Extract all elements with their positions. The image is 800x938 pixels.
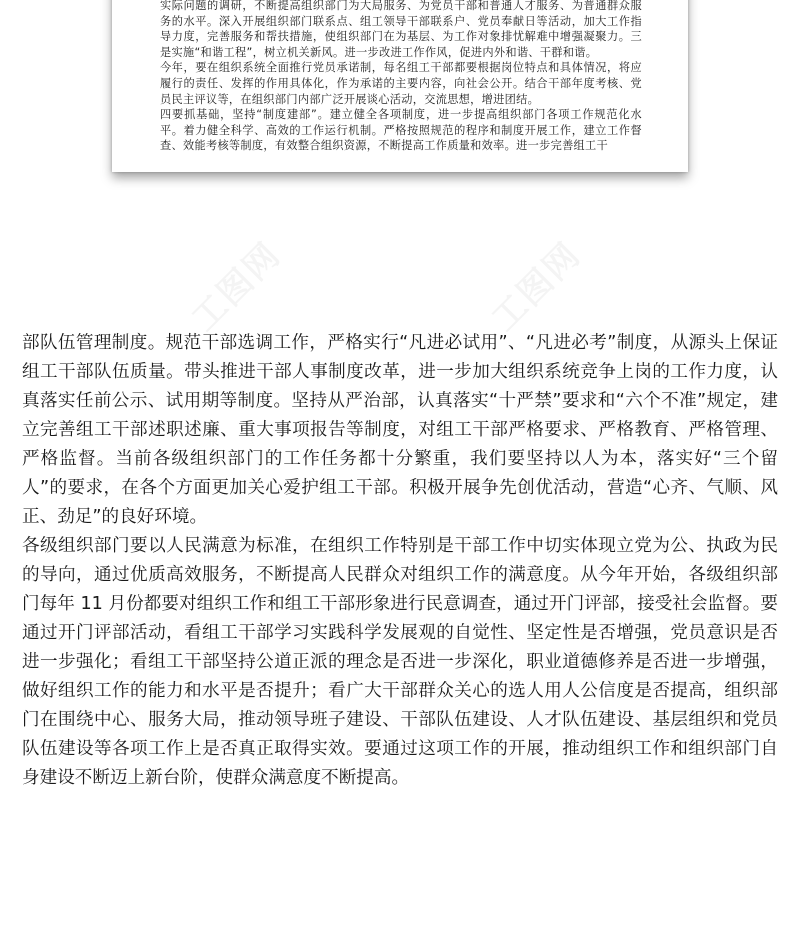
watermark-logo: [178, 229, 289, 340]
preview-paragraph: 实际问题的调研，不断提高组织部门为大局服务、为党员干部和普通人才服务、为普通群众服务的水平。深入开展组织部门联系点、组工领导干部联系户、党员奉献日等活动，加大工作指导力度，完善服务和帮扶措施，使组织部门在为基层、为工作对象排忧解难中增强凝聚力。三是实施“和谐工程”，树立机关新风。进一步改进工作作风，促进内外和谐、干群和谐。: [160, 0, 642, 59]
document-preview-text: [160, 0, 642, 154]
body-paragraph: 各级组织部门要以人民满意为标准，在组织工作特别是干部工作中切实体现立党为公、执政为民的导向，通过优质高效服务，不断提高人民群众对组织工作的满意度。从今年开始，各级组织部门每年 11 月份都要对组织工作和组工干部形象进行民意调查，通过开门评部，接受社会监督。要通过开门评部活动，看组工干部学习实践科学发展观的自觉性、坚定性是否增强，党员意识是否进一步强化；看组工干部坚持公道正派的理念是否进一步深化，职业道德修养是否进一步增强，做好组织工作的能力和水平是否提升；看广大干部群众关心的选人用人公信度是否提高，组织部门在围绕中心、服务大局，推动领导班子建设、干部队伍建设、人才队伍建设、基层组织和党员队伍建设等各项工作上是否真正取得实效。要通过这项工作的开展，推动组织工作和组织部门自身建设不断迈上新台阶，使群众满意度不断提高。: [22, 536, 778, 788]
preview-paragraph: 四要抓基础，坚持“制度建部”。建立健全各项制度，进一步提高组织部门各项工作规范化水平。着力健全科学、高效的工作运行机制。严格按照规范的程序和制度开展工作，建立工作督查、效能考核等制度，有效整合组织资源，不断提高工作质量和效率。进一步完善组工干: [160, 108, 642, 153]
document-preview-card: [112, 0, 688, 172]
preview-paragraph: 今年，要在组织系统全面推行党员承诺制，每名组工干部都要根据岗位特点和具体情况，将应履行的责任、发挥的作用具体化，作为承诺的主要内容，向社会公开。结合干部年度考核、党员民主评议等，在组织部门内部广泛开展谈心活动，交流思想，增进团结。: [160, 61, 642, 106]
document-body: [22, 329, 778, 793]
watermark-logo: [478, 229, 589, 340]
body-paragraph: 部队伍管理制度。规范干部选调工作，严格实行“凡进必试用”、“凡进必考”制度，从源头上保证组工干部队伍质量。带头推进干部人事制度改革，进一步加大组织系统竞争上岗的工作力度，认真落实任前公示、试用期等制度。坚持从严治部，认真落实“十严禁”要求和“六个不准”规定，建立完善组工干部述职述廉、重大事项报告等制度，对组工干部严格要求、严格教育、严格管理、严格监督。当前各级组织部门的工作任务都十分繁重，我们要坚持以人为本，落实好“三个留人”的要求，在各个方面更加关心爱护组工干部。积极开展争先创优活动，营造“心齐、气顺、风正、劲足”的良好环境。: [22, 333, 778, 527]
